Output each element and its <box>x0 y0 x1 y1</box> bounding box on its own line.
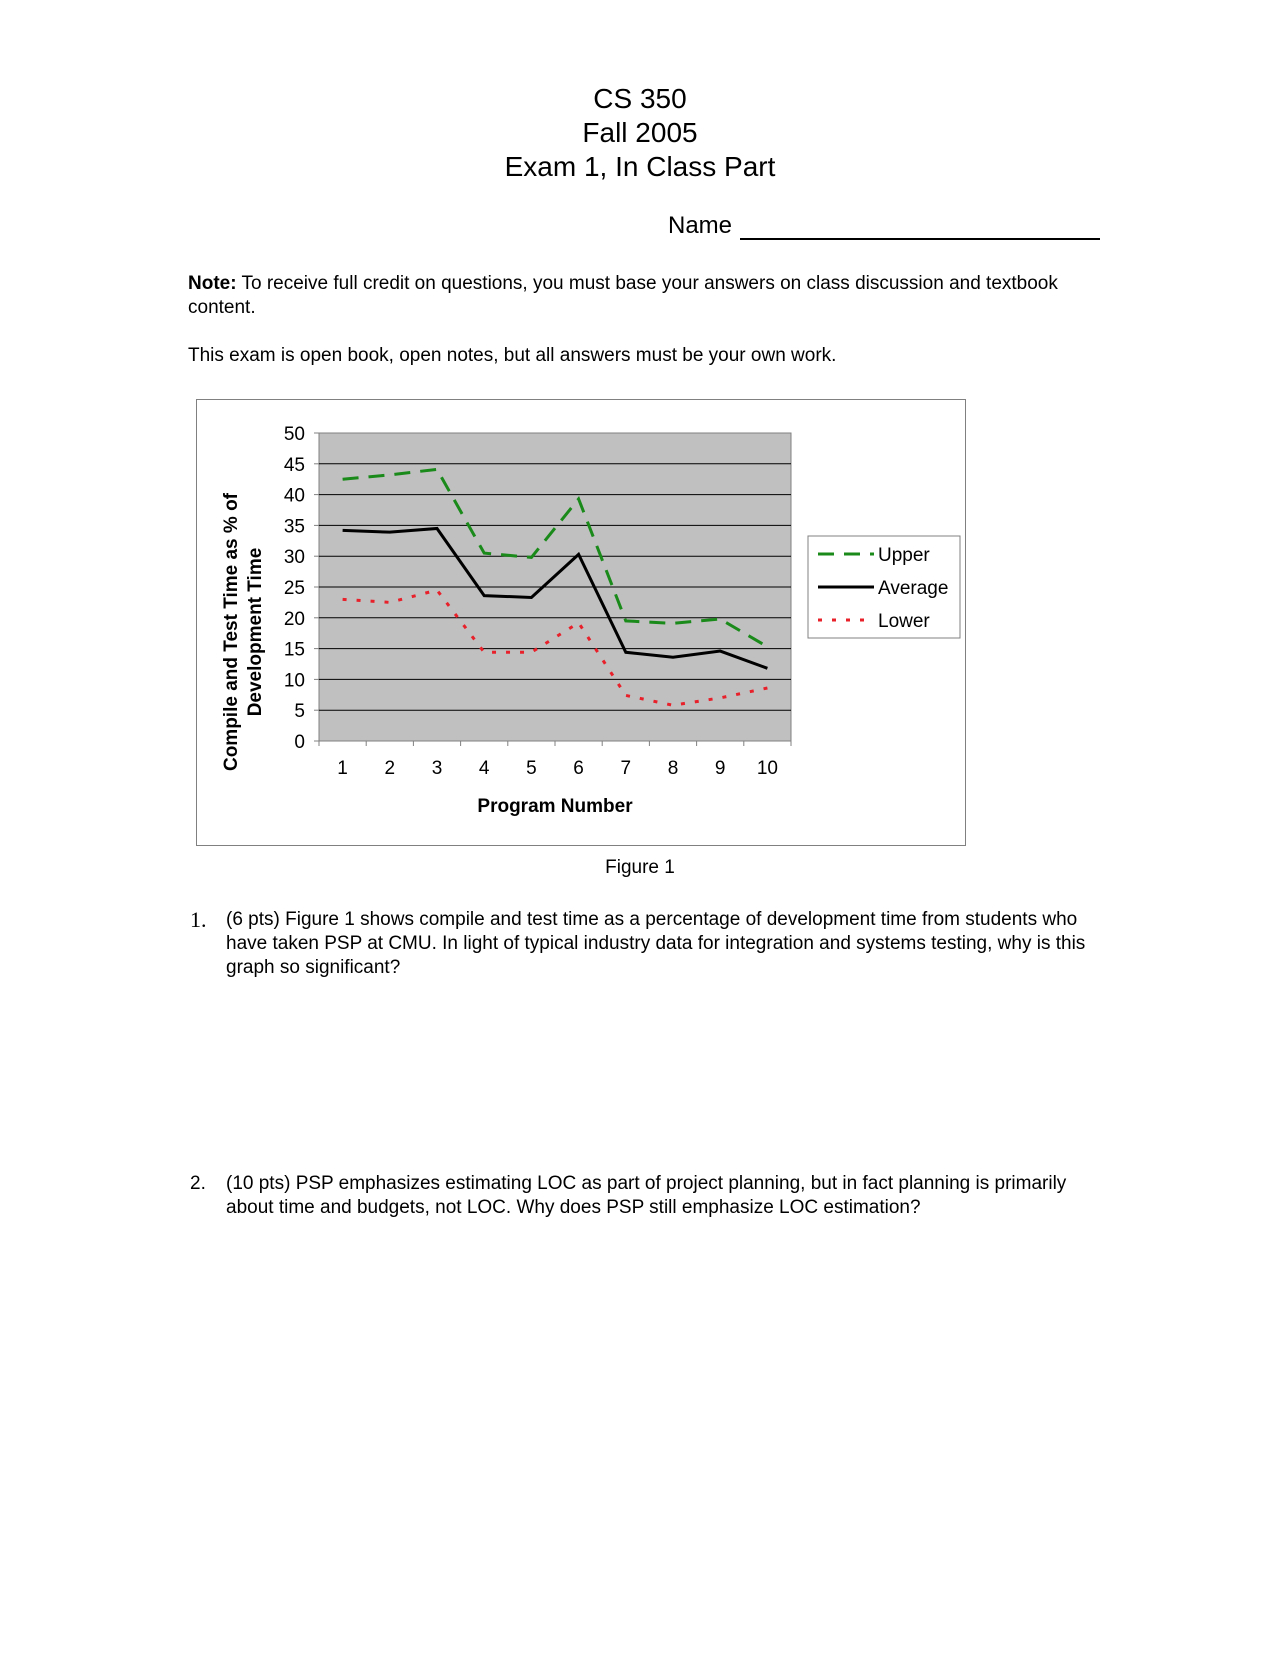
legend-label-average: Average <box>878 578 949 599</box>
y-axis-label-line1: Compile and Test Time as % of <box>221 492 242 772</box>
y-tick-label: 25 <box>283 578 305 599</box>
course-title: CS 350 <box>593 83 687 114</box>
question-1-text: (6 pts) Figure 1 shows compile and test time as a percentage of development time from students who have taken PSP at CMU. In light of typical industry data for integration and systems testing, why is this graph so significant? <box>226 909 1086 978</box>
name-label: Name <box>668 212 733 239</box>
y-tick-label: 5 <box>294 701 305 723</box>
open-book-statement: This exam is open book, open notes, but all answers must be your own work. <box>188 345 837 366</box>
y-tick-label: 0 <box>294 732 305 753</box>
x-tick-label: 1 <box>337 758 348 779</box>
x-tick-label: 6 <box>573 758 584 779</box>
legend-label-upper: Upper <box>878 545 930 566</box>
name-blank-line[interactable] <box>740 214 1100 240</box>
y-tick-label: 35 <box>283 516 305 538</box>
y-tick-label: 45 <box>283 454 305 476</box>
question-1 <box>190 908 1090 980</box>
x-tick-label: 10 <box>756 758 778 779</box>
y-tick-label: 50 <box>283 424 305 445</box>
exam-header <box>0 82 1280 184</box>
x-tick-label: 9 <box>714 758 726 779</box>
y-tick-label: 10 <box>283 670 305 692</box>
x-tick-label: 8 <box>667 758 679 779</box>
y-tick-label: 15 <box>283 639 305 661</box>
name-field <box>668 212 1100 240</box>
note-text: To receive full credit on questions, you must base your answers on class discussion and textbook content. <box>188 273 1058 318</box>
question-2-number: 2. <box>190 1173 206 1194</box>
term-title: Fall 2005 <box>582 117 698 148</box>
chart-frame <box>196 399 966 846</box>
exam-title: Exam 1, In Class Part <box>504 151 776 182</box>
x-tick-label: 3 <box>431 758 443 779</box>
x-tick-label: 5 <box>526 758 537 779</box>
x-tick-label: 4 <box>478 758 490 779</box>
legend-label-lower: Lower <box>878 611 930 632</box>
y-tick-label: 20 <box>283 608 305 630</box>
figure-caption: Figure 1 <box>605 857 675 878</box>
y-axis-label-line2: Development Time <box>245 547 266 717</box>
x-tick-label: 2 <box>384 758 396 779</box>
question-1-number: 1. <box>190 907 207 932</box>
x-tick-label: 7 <box>620 758 632 779</box>
note-paragraph <box>188 272 1088 320</box>
y-tick-label: 40 <box>283 485 305 507</box>
line-chart <box>197 400 965 845</box>
y-tick-label: 30 <box>283 547 305 569</box>
question-2-text: (10 pts) PSP emphasizes estimating LOC as part of project planning, but in fact planning is primarily about time and budgets, not LOC. Why does PSP still emphasize LOC estimation? <box>226 1173 1067 1218</box>
x-axis-label: Program Number <box>477 796 633 817</box>
question-2 <box>190 1172 1090 1220</box>
note-label: Note: <box>188 273 237 294</box>
